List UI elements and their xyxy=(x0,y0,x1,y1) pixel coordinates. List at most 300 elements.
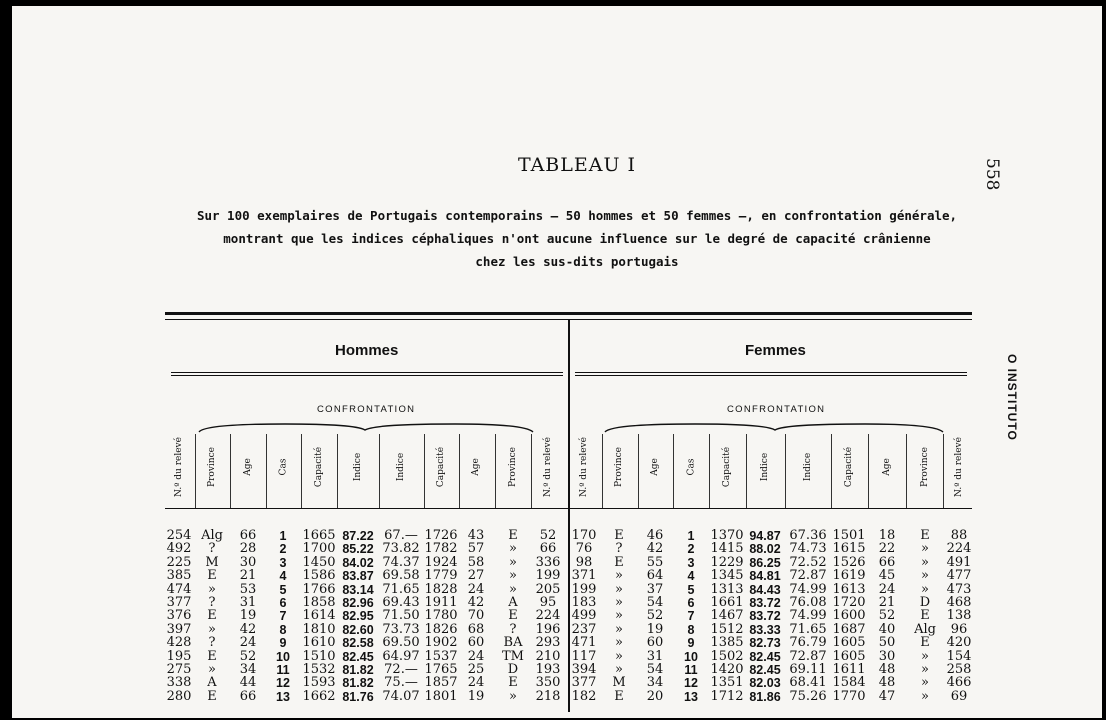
table-title: TABLEAU I xyxy=(517,154,637,176)
table-cell: 47 xyxy=(878,688,896,704)
table-cell: 473 xyxy=(946,581,972,597)
column-header xyxy=(343,432,373,502)
table-cell: 72.52 xyxy=(789,554,827,570)
table-cell: 83.33 xyxy=(749,622,781,637)
table-cell: 1510 xyxy=(302,648,336,664)
table-cell: 1801 xyxy=(424,688,458,704)
table-cell: 69.43 xyxy=(382,595,420,610)
table-cell: » xyxy=(615,621,623,637)
table-cell: 71.65 xyxy=(382,581,420,597)
column-header xyxy=(498,432,528,502)
column-header-label: Province xyxy=(508,447,518,487)
table-cell: 81.82 xyxy=(342,663,374,677)
table-cell: 1687 xyxy=(832,621,866,637)
table-cell: 24 xyxy=(878,581,896,597)
table-cell: 74.73 xyxy=(789,541,827,557)
column-header-label: Indice xyxy=(352,452,363,482)
table-cell: 350 xyxy=(535,675,561,691)
table-cell: 11 xyxy=(276,663,290,677)
table-cell: 54 xyxy=(646,662,664,677)
table-cell: » xyxy=(615,608,623,624)
table-cell: 84.43 xyxy=(749,582,781,597)
group-header-women: Femmes xyxy=(745,342,806,359)
table-cell: 82.60 xyxy=(342,622,374,637)
table-cell: » xyxy=(615,581,623,597)
table-cell: 48 xyxy=(878,675,896,691)
table-cell: 1605 xyxy=(832,648,866,664)
column-header-label: N.º du relevé xyxy=(174,437,185,497)
table-cell: 60 xyxy=(646,635,664,651)
table-cell: 52 xyxy=(539,528,557,543)
table-cell: 2 xyxy=(279,542,287,557)
column-header-label: Capacité xyxy=(844,446,854,488)
column-separator xyxy=(230,434,231,508)
table-cell: 88 xyxy=(950,528,968,543)
table-cell: Alg xyxy=(914,621,936,637)
column-header-label: N.º du relevé xyxy=(954,437,965,497)
table-cell: 19 xyxy=(467,688,485,704)
table-cell: 81.82 xyxy=(342,676,374,691)
column-header xyxy=(910,432,940,502)
table-cell: 55 xyxy=(646,554,664,570)
table-cell: 1782 xyxy=(424,541,458,557)
column-header-label: N.º du relevé xyxy=(579,437,590,497)
column-separator xyxy=(602,434,603,508)
group-header-men: Hommes xyxy=(335,342,399,359)
table-cell: 82.45 xyxy=(342,649,374,664)
table-cell: 420 xyxy=(946,635,972,651)
column-header xyxy=(164,432,194,502)
table-cell: 1586 xyxy=(302,568,336,584)
column-header xyxy=(304,432,334,502)
table-cell: 10 xyxy=(684,649,698,664)
table-cell: 83.72 xyxy=(749,596,781,610)
table-cell: » xyxy=(921,554,929,570)
table-cell: 1726 xyxy=(424,528,458,543)
table-cell: » xyxy=(921,675,929,691)
column-separator xyxy=(638,434,639,508)
table-cell: 8 xyxy=(687,622,695,637)
table-cell: 46 xyxy=(646,528,664,543)
table-cell: 5 xyxy=(279,582,287,597)
column-header xyxy=(386,432,416,502)
table-cell: A xyxy=(207,675,217,691)
table-cell: 1857 xyxy=(424,675,458,691)
table-cell: 21 xyxy=(239,568,257,584)
table-cell: 4 xyxy=(687,569,695,584)
table-cell: A xyxy=(508,595,518,610)
table-cell: 1712 xyxy=(710,688,744,704)
column-header-label: Cas xyxy=(686,458,696,476)
table-cell: 1526 xyxy=(832,554,866,570)
table-cell: 1593 xyxy=(302,675,336,691)
table-cell: 471 xyxy=(571,635,597,651)
table-cell: E xyxy=(920,528,930,543)
confrontation-label-women: CONFRONTATION xyxy=(727,404,826,415)
table-cell: 1902 xyxy=(424,635,458,651)
table-cell: 1610 xyxy=(302,635,336,651)
column-header-label: Province xyxy=(920,447,930,487)
table-cell: 71.50 xyxy=(382,608,420,624)
table-cell: 82.95 xyxy=(342,609,374,624)
column-header-label: Indice xyxy=(802,452,813,482)
table-cell: 3 xyxy=(279,555,287,570)
table-cell: 86.25 xyxy=(749,555,781,570)
table-cell: 57 xyxy=(467,541,485,557)
table-cell: 468 xyxy=(946,595,972,610)
table-cell: 5 xyxy=(687,582,695,597)
table-cell: 199 xyxy=(535,568,561,584)
table-cell: 182 xyxy=(571,688,597,704)
table-cell: 82.58 xyxy=(342,636,374,651)
column-header xyxy=(834,432,864,502)
table-cell: 75.— xyxy=(384,675,418,691)
table-cell: 4 xyxy=(279,569,287,584)
table-cell: 1313 xyxy=(710,581,744,597)
table-cell: 25 xyxy=(467,662,485,677)
table-cell: 336 xyxy=(535,554,561,570)
table-cell: 76 xyxy=(575,541,593,557)
table-cell: E xyxy=(508,675,518,691)
table-cell: » xyxy=(615,568,623,584)
column-header-label: Cas xyxy=(278,458,288,476)
table-cell: 1858 xyxy=(302,595,336,610)
table-cell: 69.58 xyxy=(382,568,420,584)
table-cell: 195 xyxy=(166,648,192,664)
table-cell: 377 xyxy=(571,675,597,691)
column-separator xyxy=(868,434,869,508)
table-cell: 2 xyxy=(687,542,695,557)
column-header xyxy=(676,432,706,502)
column-header-label: N.º du relevé xyxy=(543,437,554,497)
table-cell: 1661 xyxy=(710,595,744,610)
header-rule-r2 xyxy=(575,375,967,376)
table-cell: 1351 xyxy=(710,675,744,691)
column-header-label: Age xyxy=(471,458,481,476)
table-cell: 22 xyxy=(878,541,896,557)
column-separator xyxy=(266,434,267,508)
table-cell: 138 xyxy=(946,608,972,624)
column-header-label: Province xyxy=(207,447,217,487)
table-cell: » xyxy=(921,581,929,597)
column-header xyxy=(750,432,780,502)
table-cell: 1385 xyxy=(710,635,744,651)
column-header xyxy=(569,432,599,502)
table-cell: 258 xyxy=(946,662,972,677)
table-cell: 82.03 xyxy=(749,676,781,691)
table-cell: 66 xyxy=(878,554,896,570)
table-cell: 45 xyxy=(878,568,896,584)
table-cell: 10 xyxy=(276,649,290,664)
column-header xyxy=(197,432,227,502)
table-cell: 205 xyxy=(535,581,561,597)
table-caption xyxy=(167,204,987,273)
table-cell: 1810 xyxy=(302,621,336,637)
table-cell: E xyxy=(614,554,624,570)
table-cell: 225 xyxy=(166,554,192,570)
table-cell: 74.99 xyxy=(789,581,827,597)
table-cell: TM xyxy=(502,648,524,664)
table-cell: 82.96 xyxy=(342,596,374,610)
table-cell: » xyxy=(615,662,623,677)
table-cell: 31 xyxy=(239,595,257,610)
column-separator xyxy=(943,434,944,508)
table-cell: ? xyxy=(208,595,216,610)
column-header-label: Age xyxy=(650,458,660,476)
table-cell: E xyxy=(207,568,217,584)
table-cell: » xyxy=(921,662,929,677)
table-cell: 224 xyxy=(535,608,561,624)
table-cell: E xyxy=(920,635,930,651)
table-cell: » xyxy=(921,648,929,664)
table-cell: » xyxy=(615,595,623,610)
table-cell: 72.87 xyxy=(789,568,827,584)
column-header-label: Indice xyxy=(759,452,770,482)
table-cell: 7 xyxy=(279,609,287,624)
table-cell: 1600 xyxy=(832,608,866,624)
column-header xyxy=(872,432,902,502)
table-cell: D xyxy=(507,662,519,677)
table-cell: 394 xyxy=(571,662,597,677)
table-cell: 75.26 xyxy=(789,688,827,704)
table-cell: 74.07 xyxy=(382,688,420,704)
table-cell: 6 xyxy=(687,596,695,610)
column-header-label: Province xyxy=(614,447,624,487)
table-cell: 84.02 xyxy=(342,555,374,570)
table-cell: 210 xyxy=(535,648,561,664)
table-cell: 20 xyxy=(646,688,664,704)
table-cell: 1614 xyxy=(302,608,336,624)
table-cell: 44 xyxy=(239,675,257,691)
column-separator xyxy=(337,434,338,508)
column-separator xyxy=(673,434,674,508)
table-cell: E xyxy=(920,608,930,624)
table-cell: 19 xyxy=(646,621,664,637)
table-cell: 8 xyxy=(279,622,287,637)
table-cell: BA xyxy=(503,635,523,651)
table-cell: 72.87 xyxy=(789,648,827,664)
table-cell: » xyxy=(615,648,623,664)
table-cell: 82.73 xyxy=(749,636,781,651)
table-cell: M xyxy=(612,675,626,691)
table-cell: 68 xyxy=(467,621,485,637)
table-cell: 474 xyxy=(166,581,192,597)
table-cell: 42 xyxy=(239,621,257,637)
table-cell: 73.82 xyxy=(382,541,420,557)
table-cell: 1662 xyxy=(302,688,336,704)
table-cell: 13 xyxy=(684,689,698,704)
table-cell: 499 xyxy=(571,608,597,624)
table-cell: » xyxy=(615,635,623,651)
table-cell: 254 xyxy=(166,528,192,543)
table-cell: 84.81 xyxy=(749,569,781,584)
table-cell: 73.73 xyxy=(382,621,420,637)
column-separator xyxy=(531,434,532,508)
journal-name: O INSTITUTO xyxy=(1005,354,1019,441)
page-number: 558 xyxy=(982,158,1002,191)
column-header xyxy=(233,432,263,502)
column-header xyxy=(604,432,634,502)
table-cell: 275 xyxy=(166,662,192,677)
confrontation-label-men: CONFRONTATION xyxy=(317,404,416,415)
table-cell: 87.22 xyxy=(342,529,374,543)
table-cell: 9 xyxy=(279,636,287,651)
table-cell: 218 xyxy=(535,688,561,704)
table-cell: 1924 xyxy=(424,554,458,570)
table-cell: » xyxy=(509,688,517,704)
table-cell: 1780 xyxy=(424,608,458,624)
table-cell: 67.— xyxy=(384,528,418,543)
table-cell: 81.76 xyxy=(342,689,374,704)
table-cell: » xyxy=(921,541,929,557)
table-cell: 154 xyxy=(946,648,972,664)
column-header-label: Capacité xyxy=(722,446,732,488)
table-cell: 377 xyxy=(166,595,192,610)
table-cell: » xyxy=(509,541,517,557)
table-cell: 1828 xyxy=(424,581,458,597)
table-cell: 1584 xyxy=(832,675,866,691)
table-cell: 1826 xyxy=(424,621,458,637)
table-cell: » xyxy=(208,581,216,597)
table-cell: 1415 xyxy=(710,541,744,557)
table-cell: 40 xyxy=(878,621,896,637)
table-cell: 66 xyxy=(239,688,257,704)
table-cell: 58 xyxy=(467,554,485,570)
table-cell: 1700 xyxy=(302,541,336,557)
table-cell: 280 xyxy=(166,688,192,704)
table-cell: 43 xyxy=(467,528,485,543)
table-cell: 70 xyxy=(467,608,485,624)
table-cell: 466 xyxy=(946,675,972,691)
table-cell: 82.45 xyxy=(749,663,781,677)
table-cell: 1613 xyxy=(832,581,866,597)
table-cell: ? xyxy=(208,635,216,651)
table-cell: 42 xyxy=(467,595,485,610)
table-cell: 52 xyxy=(646,608,664,624)
table-cell: Alg xyxy=(201,528,223,543)
table-cell: 19 xyxy=(239,608,257,624)
table-cell: » xyxy=(208,621,216,637)
table-cell: 72.— xyxy=(384,662,418,677)
column-header xyxy=(461,432,491,502)
table-cell: 183 xyxy=(571,595,597,610)
table-cell: 1665 xyxy=(302,528,336,543)
table-cell: » xyxy=(509,568,517,584)
table-cell: 95 xyxy=(539,595,557,610)
table-cell: 1615 xyxy=(832,541,866,557)
table-cell: 428 xyxy=(166,635,192,651)
column-separator xyxy=(301,434,302,508)
table-cell: 64 xyxy=(646,568,664,584)
table-cell: 1911 xyxy=(424,595,458,610)
table-cell: D xyxy=(919,595,931,610)
table-cell: 52 xyxy=(878,608,896,624)
column-separator xyxy=(709,434,710,508)
table-cell: 30 xyxy=(878,648,896,664)
table-cell: 74.37 xyxy=(382,554,420,570)
table-cell: 24 xyxy=(239,635,257,651)
table-cell: E xyxy=(614,528,624,543)
table-cell: 68.41 xyxy=(789,675,827,691)
table-cell: 24 xyxy=(467,648,485,664)
table-cell: 1611 xyxy=(832,662,866,677)
table-cell: 82.45 xyxy=(749,649,781,664)
table-cell: 27 xyxy=(467,568,485,584)
table-cell: 1467 xyxy=(710,608,744,624)
column-separator xyxy=(459,434,460,508)
table-cell: 117 xyxy=(571,648,597,664)
column-separator xyxy=(831,434,832,508)
column-separator xyxy=(424,434,425,508)
table-cell: » xyxy=(509,554,517,570)
table-cell: 1 xyxy=(687,529,695,543)
column-separator xyxy=(746,434,747,508)
column-header-label: Age xyxy=(882,458,892,476)
table-cell: 492 xyxy=(166,541,192,557)
table-cell: 96 xyxy=(950,621,968,637)
column-header-label: Age xyxy=(243,458,253,476)
caption-line-2: montrant que les indices céphaliques n'ont aucune influence sur le degré de capacité crânienne xyxy=(223,231,931,246)
table-cell: 376 xyxy=(166,608,192,624)
column-separator xyxy=(785,434,786,508)
table-cell: 1766 xyxy=(302,581,336,597)
table-cell: 83.14 xyxy=(342,582,374,597)
table-cell: 6 xyxy=(279,596,287,610)
table-cell: ? xyxy=(615,541,623,557)
table-cell: E xyxy=(508,528,518,543)
table-cell: 83.72 xyxy=(749,609,781,624)
table-cell: 85.22 xyxy=(342,542,374,557)
column-separator xyxy=(379,434,380,508)
table-cell: 1420 xyxy=(710,662,744,677)
table-cell: 1720 xyxy=(832,595,866,610)
header-rule-r1 xyxy=(575,372,967,373)
table-cell: 237 xyxy=(571,621,597,637)
table-cell: 1537 xyxy=(424,648,458,664)
table-cell: 30 xyxy=(239,554,257,570)
table-cell: 1619 xyxy=(832,568,866,584)
table-cell: 81.86 xyxy=(749,689,781,704)
table-cell: 54 xyxy=(646,595,664,610)
caption-line-3: chez les sus-dits portugais xyxy=(475,254,679,269)
table-cell: 196 xyxy=(535,621,561,637)
column-header xyxy=(793,432,823,502)
table-cell: 66 xyxy=(539,541,557,557)
table-cell: 37 xyxy=(646,581,664,597)
column-header xyxy=(426,432,456,502)
table-cell: E xyxy=(508,608,518,624)
table-cell: 12 xyxy=(276,676,290,691)
table-cell: 28 xyxy=(239,541,257,557)
table-cell: 477 xyxy=(946,568,972,584)
column-header xyxy=(268,432,298,502)
column-header xyxy=(533,432,563,502)
document-page xyxy=(12,6,1102,718)
table-cell: » xyxy=(921,568,929,584)
table-cell: ? xyxy=(208,541,216,557)
column-header xyxy=(944,432,974,502)
table-cell: 69.50 xyxy=(382,635,420,651)
table-cell: » xyxy=(509,581,517,597)
table-cell: 224 xyxy=(946,541,972,557)
table-cell: 66 xyxy=(239,528,257,543)
column-separator xyxy=(495,434,496,508)
table-cell: 94.87 xyxy=(749,529,781,543)
table-cell: E xyxy=(614,688,624,704)
table-cell: 83.87 xyxy=(342,569,374,584)
header-rule-l1 xyxy=(171,372,563,373)
table-cell: 12 xyxy=(684,676,698,691)
